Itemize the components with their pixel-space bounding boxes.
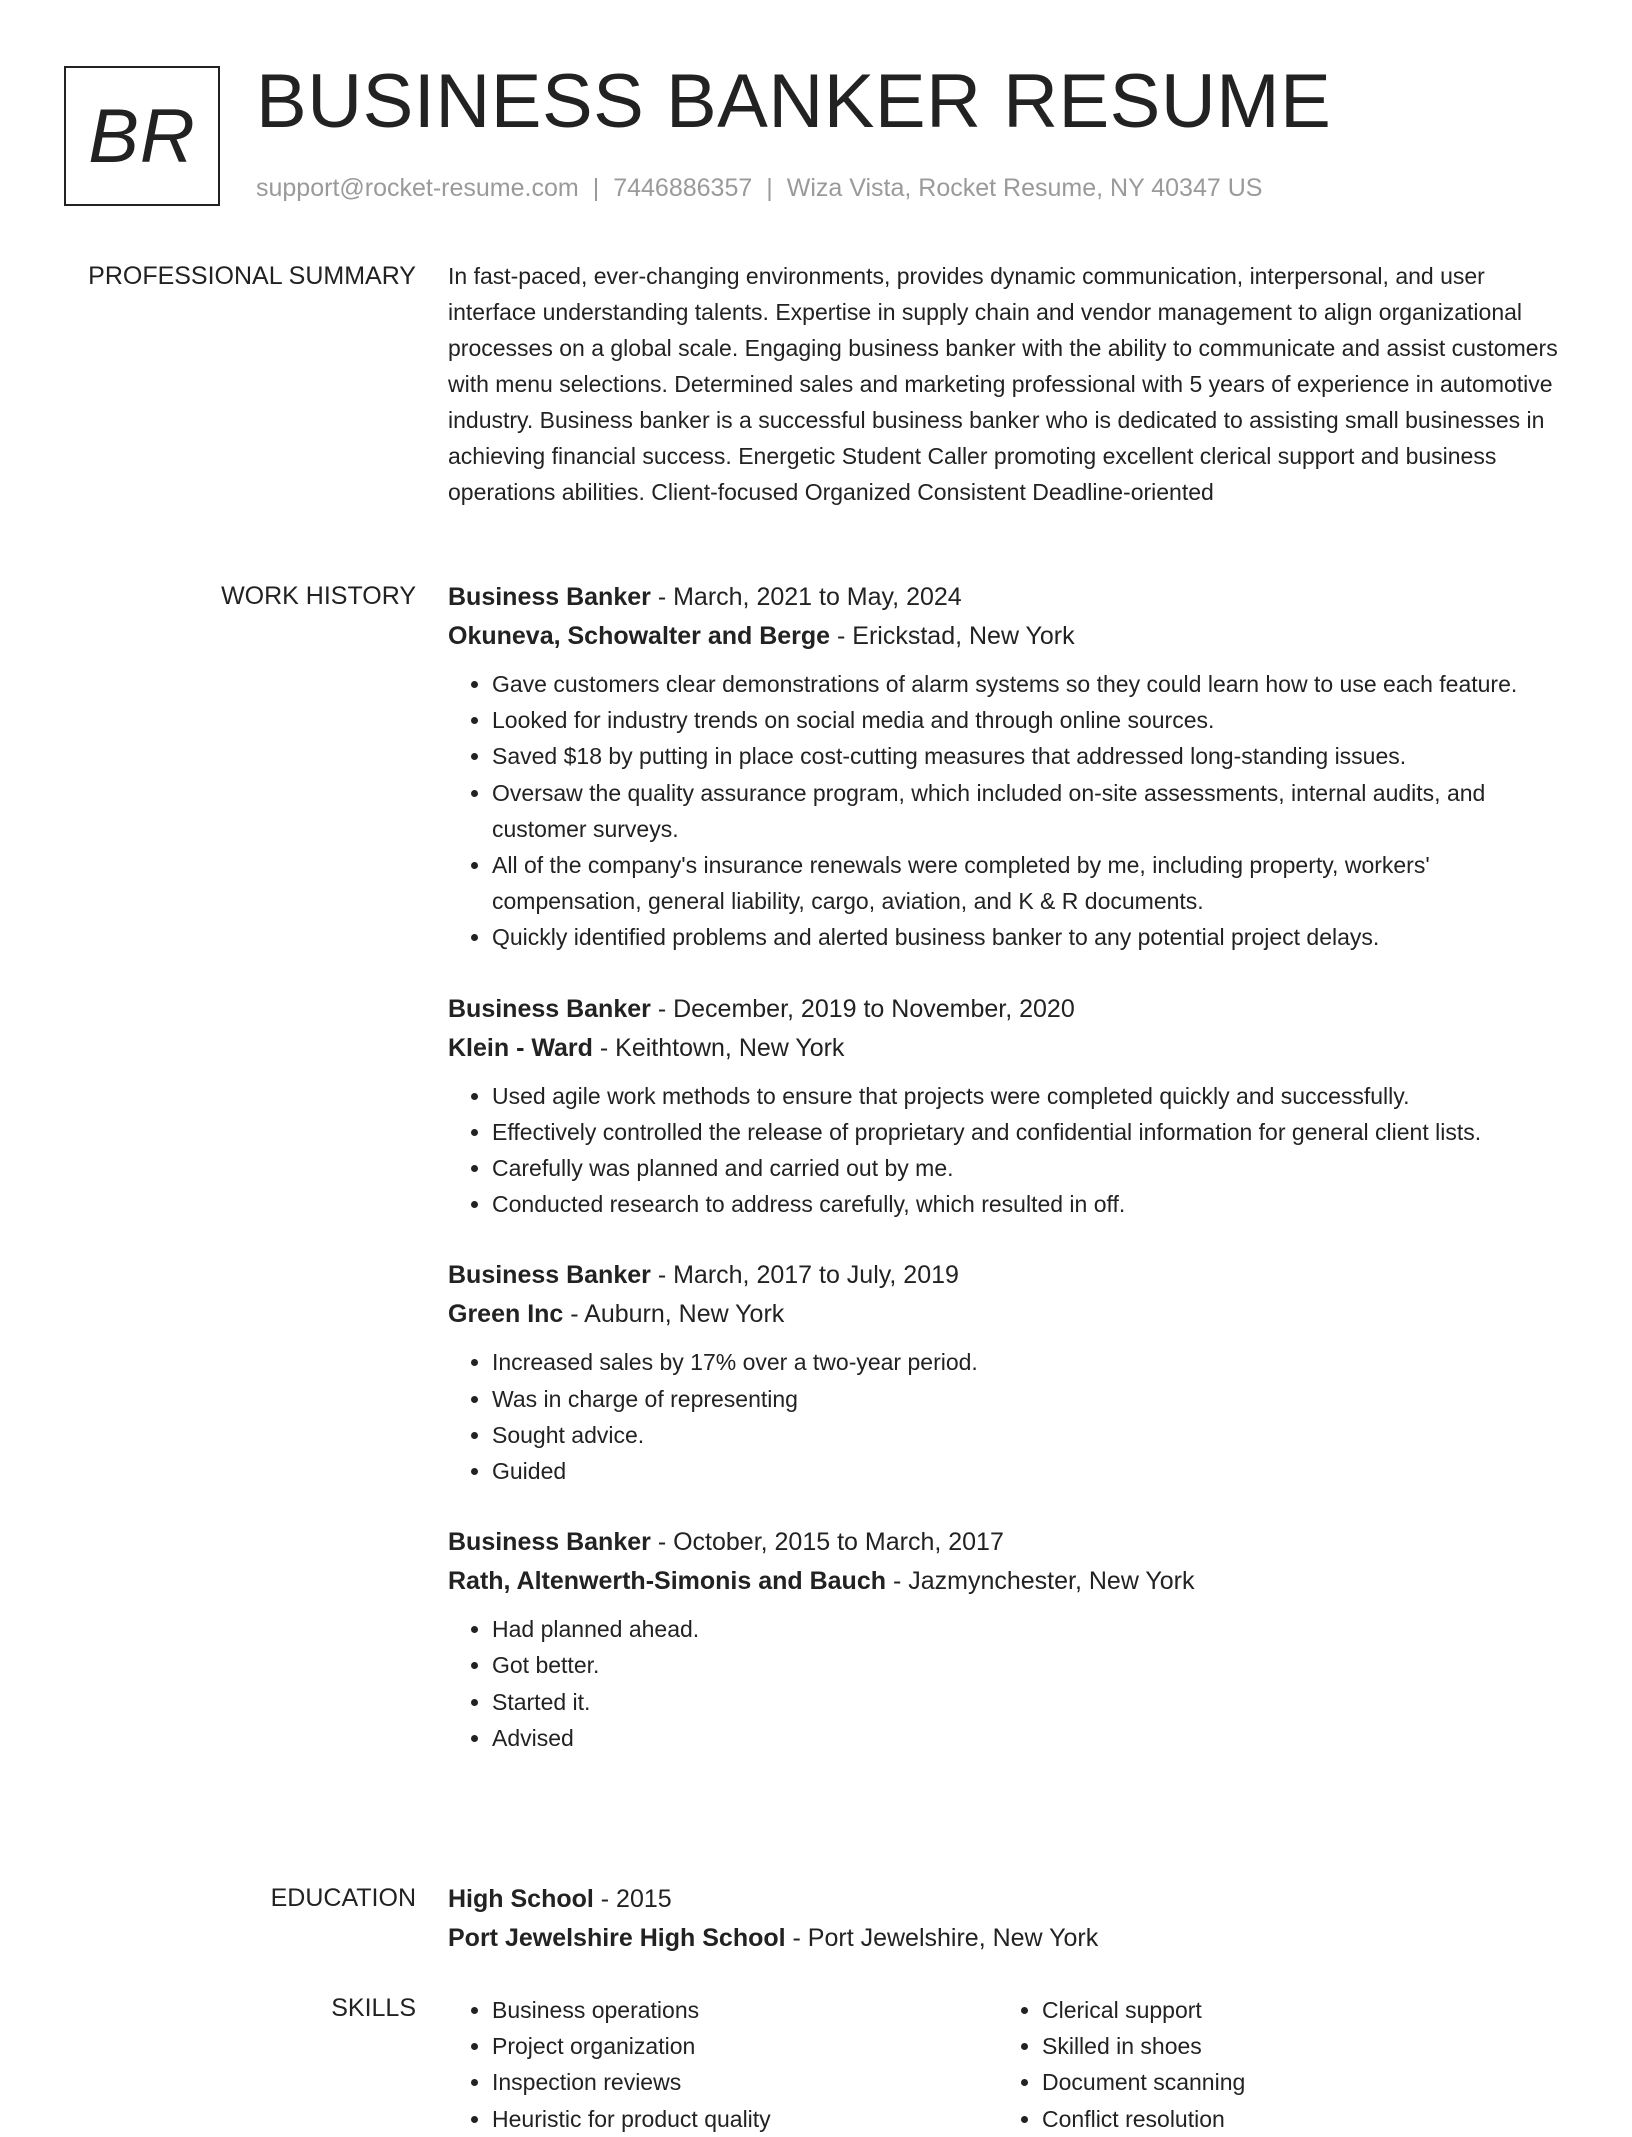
job-entry bbox=[448, 1523, 1564, 1756]
contact-separator: | bbox=[766, 174, 773, 202]
contact-separator: | bbox=[592, 174, 600, 202]
job-bullets bbox=[448, 1611, 1564, 1756]
job-dates: - October, 2015 to March, 2017 bbox=[650, 1528, 1004, 1557]
skill-item: • Heuristic for product quality bbox=[492, 2101, 998, 2137]
section-label: PROFESSIONAL SUMMARY bbox=[88, 262, 416, 290]
monogram-logo bbox=[64, 66, 220, 206]
job-bullets bbox=[448, 1344, 1564, 1489]
job-company: Rath, Altenwerth-Simonis and Bauch bbox=[448, 1567, 887, 1596]
job-bullets bbox=[448, 1078, 1564, 1223]
section-label: SKILLS bbox=[331, 1994, 416, 2022]
job-company: Okuneva, Schowalter and Berge bbox=[448, 622, 831, 650]
job-title: Business Banker bbox=[448, 1261, 651, 1290]
job-bullet: • Started it. bbox=[492, 1684, 1564, 1720]
job-bullet: • Guided bbox=[492, 1453, 1564, 1489]
contact-phone: 7446886357 bbox=[613, 174, 753, 202]
job-entry bbox=[448, 990, 1564, 1223]
job-dates: - December, 2019 to November, 2020 bbox=[650, 994, 1075, 1023]
skills-grid bbox=[448, 1992, 1564, 2137]
job-bullet: • Carefully was planned and carried out by me. bbox=[492, 1150, 1564, 1186]
job-title: Business Banker bbox=[448, 994, 651, 1023]
skill-item: • Conflict resolution bbox=[1042, 2101, 1548, 2137]
job-entry bbox=[448, 1256, 1564, 1489]
education-location: - Port Jewelshire, New York bbox=[785, 1924, 1099, 1952]
skill-item: • Clerical support bbox=[1042, 1992, 1548, 2028]
work-history-list bbox=[448, 578, 1564, 1790]
skill-item: • Inspection reviews bbox=[492, 2064, 998, 2100]
section-label: WORK HISTORY bbox=[221, 582, 416, 610]
job-company: Green Inc bbox=[448, 1300, 564, 1329]
education-degree: High School bbox=[448, 1885, 594, 1913]
job-company: Klein - Ward bbox=[448, 1033, 593, 1062]
job-bullet: • Conducted research to address carefully, which resulted in off. bbox=[492, 1186, 1564, 1222]
job-bullet: • Gave customers clear demonstrations of alarm systems so they could learn how to use each feature. bbox=[492, 666, 1564, 702]
job-title: Business Banker bbox=[448, 583, 651, 611]
job-bullet: • Was in charge of representing bbox=[492, 1381, 1564, 1417]
education-year: - 2015 bbox=[593, 1885, 672, 1913]
job-bullet: • Saved $18 by putting in place cost-cutting measures that addressed long-standing issues. bbox=[492, 738, 1564, 774]
skills-column-right bbox=[998, 1992, 1548, 2137]
contact-address: Wiza Vista, Rocket Resume, NY 40347 US bbox=[786, 174, 1263, 202]
job-bullet: • Quickly identified problems and alerted business banker to any potential project delays. bbox=[492, 919, 1564, 955]
skill-item: • Project organization bbox=[492, 2028, 998, 2064]
job-title: Business Banker bbox=[448, 1528, 651, 1557]
skill-item: • Document scanning bbox=[1042, 2064, 1548, 2100]
job-location: - Erickstad, New York bbox=[830, 622, 1075, 650]
skills-column-left bbox=[448, 1992, 998, 2137]
section-label: EDUCATION bbox=[270, 1884, 416, 1912]
contact-email: support@rocket-resume.com bbox=[256, 174, 579, 202]
job-bullet: • Looked for industry trends on social media and through online sources. bbox=[492, 702, 1564, 738]
education-school: Port Jewelshire High School bbox=[448, 1924, 786, 1952]
job-bullets bbox=[448, 666, 1564, 956]
job-bullet: • Increased sales by 17% over a two-year period. bbox=[492, 1344, 1564, 1380]
contact-line bbox=[256, 174, 1262, 203]
monogram-initials: BR bbox=[88, 93, 196, 179]
job-bullet: • Advised bbox=[492, 1720, 1564, 1756]
job-bullet: • Oversaw the quality assurance program, which included on-site assessments, internal audits, and customer surveys. bbox=[492, 775, 1564, 847]
summary-text: In fast-paced, ever-changing environments, provides dynamic communication, interpersonal, and user interface understanding talents. Expertise in supply chain and vendor management to align organizational processes on a global scale. Engaging business banker with the ability to communicate and assist customers with menu selections. Determined sales and marketing professional with 5 years of experience in automotive industry. Business banker is a successful business banker who is dedicated to assisting small businesses in achieving financial success. Energetic Student Caller promoting excellent clerical support and business operations abilities. Client-focused Organized Consistent Deadline-oriented bbox=[448, 263, 1558, 505]
job-bullet: • Sought advice. bbox=[492, 1417, 1564, 1453]
job-location: - Jazmynchester, New York bbox=[886, 1567, 1195, 1596]
job-bullet: • Got better. bbox=[492, 1647, 1564, 1683]
job-bullet: • Used agile work methods to ensure that projects were completed quickly and successfully. bbox=[492, 1078, 1564, 1114]
resume-title: BUSINESS BANKER RESUME bbox=[256, 59, 1332, 144]
job-dates: - March, 2021 to May, 2024 bbox=[650, 583, 962, 611]
job-dates: - March, 2017 to July, 2019 bbox=[650, 1261, 959, 1290]
job-bullet: • Effectively controlled the release of proprietary and confidential information for general client lists. bbox=[492, 1114, 1564, 1150]
job-location: - Auburn, New York bbox=[563, 1300, 785, 1329]
job-bullet: • All of the company's insurance renewals were completed by me, including property, workers' compensation, general liability, cargo, aviation, and K & R documents. bbox=[492, 847, 1564, 919]
job-bullet: • Had planned ahead. bbox=[492, 1611, 1564, 1647]
job-entry bbox=[448, 578, 1564, 956]
job-location: - Keithtown, New York bbox=[592, 1033, 845, 1062]
skill-item: • Skilled in shoes bbox=[1042, 2028, 1548, 2064]
skill-item: • Business operations bbox=[492, 1992, 998, 2028]
